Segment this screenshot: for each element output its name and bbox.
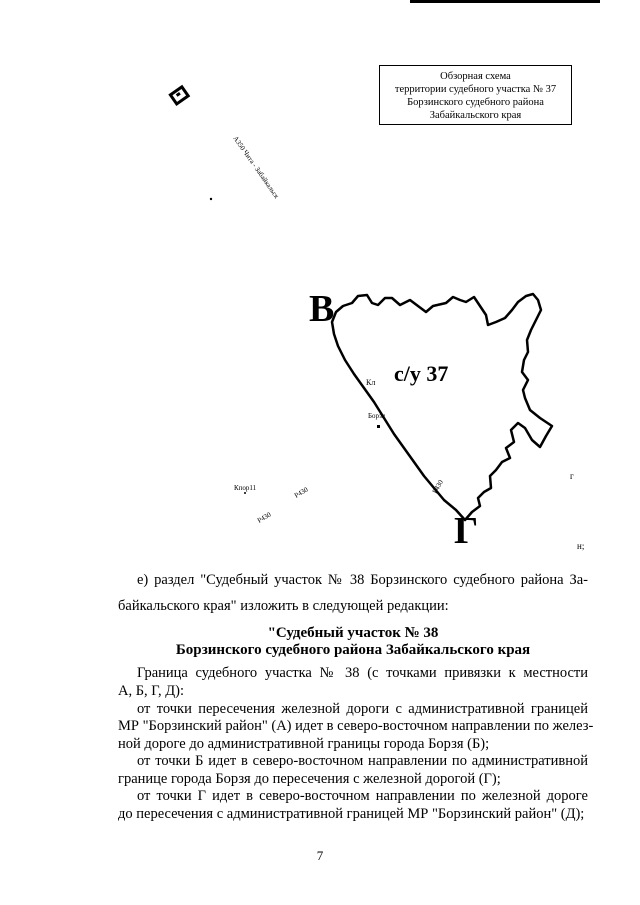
legend-line-1: Обзорная схема: [440, 71, 511, 82]
borzya-marker: [377, 425, 380, 428]
tiny-mark-c: Кл: [366, 378, 376, 387]
para1-line2: байкальского края" изложить в следующей редакции:: [118, 598, 449, 614]
body-line-5: ной дороге до административной границы города Борзя (Б);: [118, 736, 490, 752]
body-line-8: от точки Г идет в северо-восточном направлении по железной дороге: [137, 788, 588, 804]
body-line-9: до пересечения с административной границей МР "Борзинский район" (Д);: [118, 806, 585, 822]
road-r430-label-b: Р430: [256, 510, 273, 525]
body-line-4: МР "Борзинский район" (А) идет в северо-восточном направлении по желез-: [118, 718, 594, 734]
point-g-label: Г: [454, 510, 479, 552]
tiny-mark-a: г: [570, 471, 574, 481]
body-line-7: границе города Борзя до пересечения с железной дорогой (Г);: [118, 771, 501, 787]
small-place-label: Кпор11: [234, 484, 257, 492]
para1-line1: е) раздел "Судебный участок № 38 Борзинского судебного района За-: [137, 572, 588, 588]
legend-line-4: Забайкальского края: [429, 110, 522, 121]
tiny-mark-b: н;: [577, 541, 585, 551]
section-heading-line2: Борзинского судебного района Забайкальского края: [175, 642, 531, 658]
building-marker: [170, 87, 188, 104]
page-number: 7: [316, 848, 324, 863]
point-v-label: В: [309, 288, 335, 330]
body-line-3: от точки пересечения железной дороги с административной границей: [137, 701, 588, 717]
legend-line-2: территории судебного участка № 37: [394, 84, 557, 95]
borzya-label: Борзя: [368, 412, 386, 420]
road-r430-on-boundary: Р430: [430, 478, 445, 495]
district-area-label: с/у 37: [394, 361, 449, 386]
small-place-dot: [244, 492, 246, 494]
road-r430-label-a: Р430: [293, 485, 310, 500]
body-line-1: Граница судебного участка № 38 (с точками привязки к местности: [137, 665, 588, 681]
r430-road-text-group: [431, 478, 445, 495]
body-line-6: от точки Б идет в северо-восточном направлении по административной: [137, 753, 588, 769]
road-a350-label: А350 Чита - Забайкальск: [231, 134, 281, 201]
body-line-2: А, Б, Г, Д):: [118, 683, 185, 699]
section-heading-line1: "Судебный участок № 38: [267, 625, 439, 641]
map-dot: [210, 198, 212, 200]
legend-line-3: Борзинского судебного района: [407, 97, 544, 108]
